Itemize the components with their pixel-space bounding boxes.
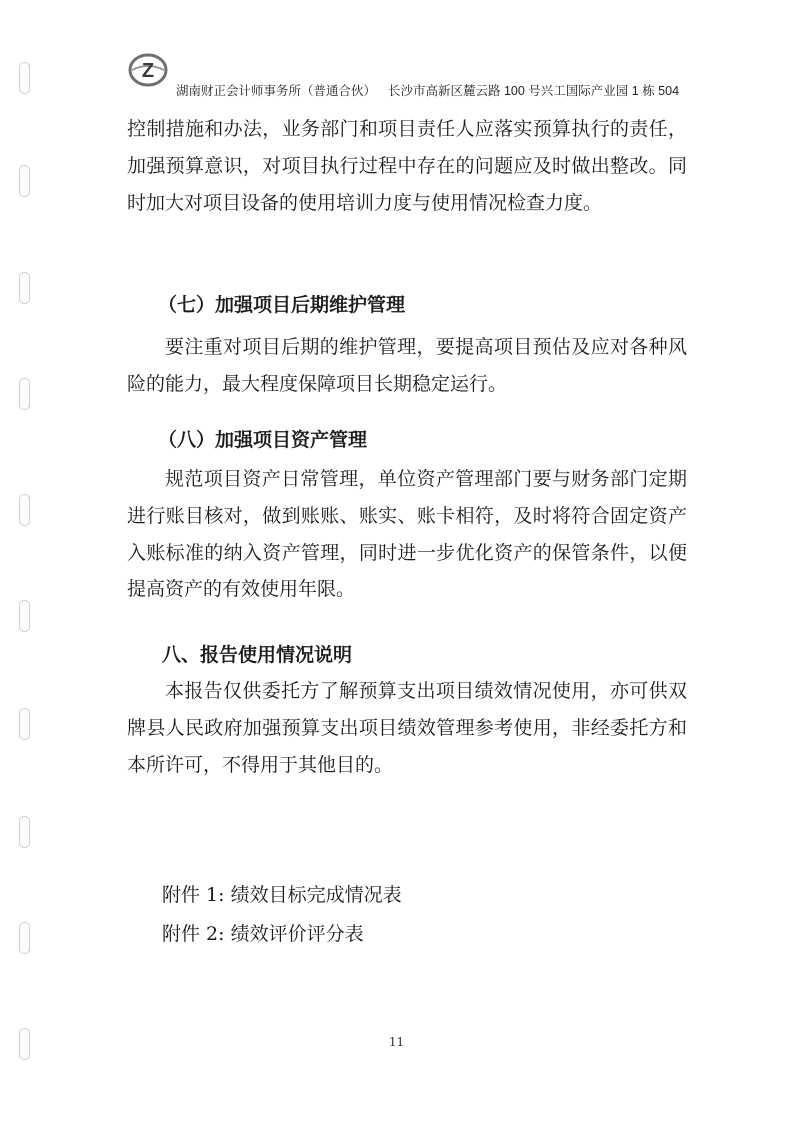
binding-hole <box>19 922 30 954</box>
binding-hole <box>19 272 30 304</box>
svg-text:Z: Z <box>141 60 155 82</box>
attachment-1: 附件 1: 绩效目标完成情况表 <box>162 884 402 906</box>
binding-hole <box>19 378 30 410</box>
paragraph-8: 规范项目资产日常管理，单位资产管理部门要与财务部门定期进行账目核对，做到账账、账实、账卡相符，及时将符合固定资产入账标准的纳入资产管理，同时进一步优化资产的保管条件，以便提高资产的有效使用年限。 <box>127 468 687 601</box>
binding-hole <box>19 62 30 94</box>
attachment-2: 附件 2: 绩效评价评分表 <box>162 923 364 945</box>
binding-hole <box>19 708 30 740</box>
subheading-8: （八）加强项目资产管理 <box>158 429 368 451</box>
paragraph-report-usage: 本报告仅供委托方了解预算支出项目绩效情况使用，亦可供双牌县人民政府加强预算支出项目绩效管理参考使用，非经委托方和本所许可，不得用于其他目的。 <box>127 680 687 776</box>
binding-hole <box>19 165 30 197</box>
firm-logo-icon <box>128 50 168 90</box>
firm-name: 湖南财正会计师事务所（普通合伙） <box>176 84 377 98</box>
paragraph-7: 要注重对项目后期的维护管理，要提高项目预估及应对各种风险的能力，最大程度保障项目长期稳定运行。 <box>127 336 687 395</box>
section-heading-report-usage: 八、报告使用情况说明 <box>162 644 353 666</box>
firm-address: 长沙市高新区麓云路 100 号兴工国际产业园 1 栋 504 <box>388 84 680 98</box>
paragraph-continuation: 控制措施和办法，业务部门和项目责任人应落实预算执行的责任，加强预算意识，对项目执行过程中存在的问题应及时做出整改。同时加大对项目设备的使用培训力度与使用情况检查力度。 <box>127 118 687 214</box>
binding-hole <box>19 600 30 632</box>
page-number: 11 <box>388 1035 405 1049</box>
letterhead <box>128 50 688 98</box>
binding-hole <box>19 816 30 848</box>
binding-hole <box>19 494 30 526</box>
subheading-7: （七）加强项目后期维护管理 <box>158 294 406 316</box>
